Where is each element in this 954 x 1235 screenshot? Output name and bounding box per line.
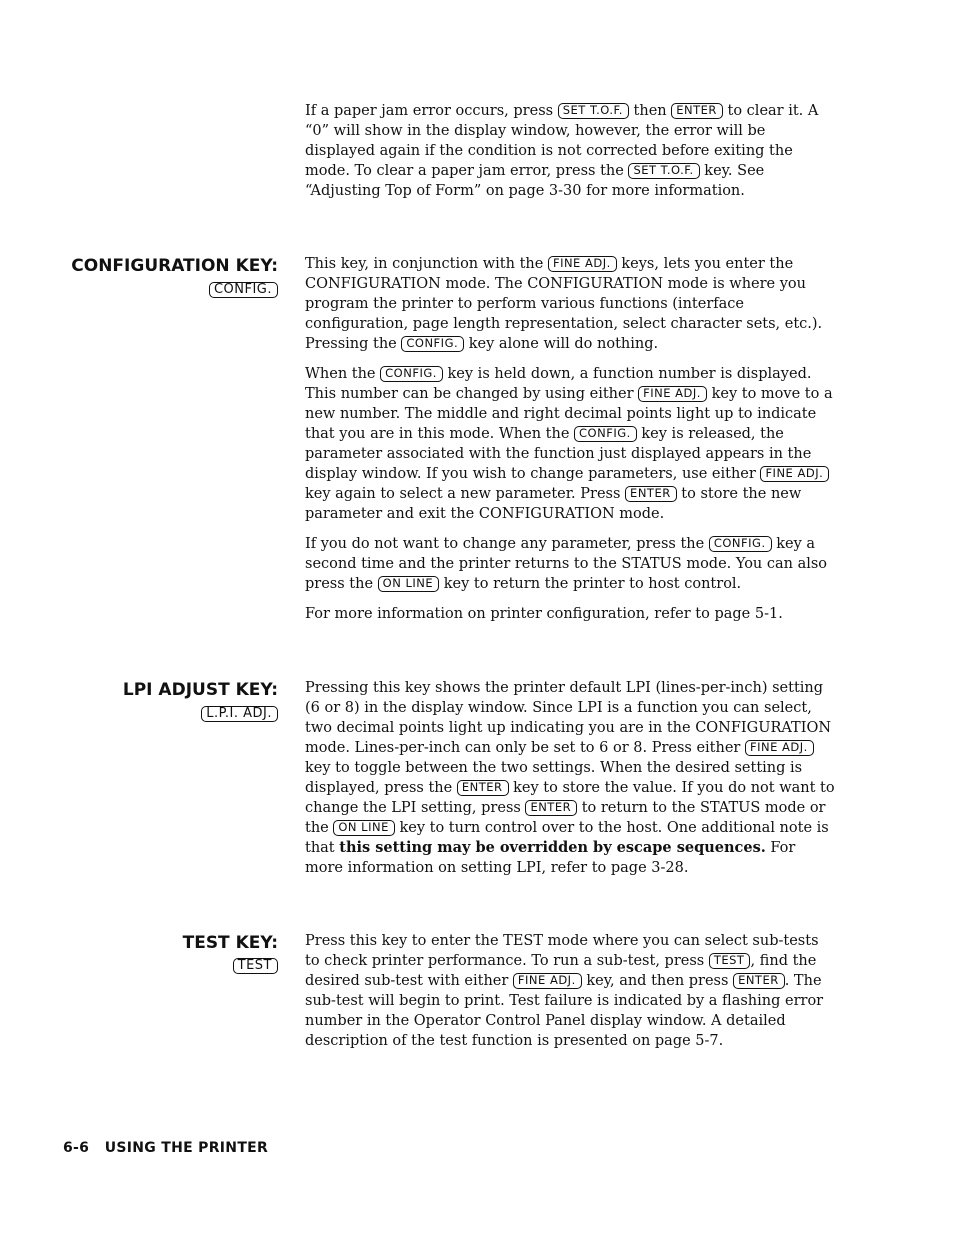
body-text: key to move to a new number. The middle and right decimal points light up to indicate that you are in this mode. When the: [305, 386, 833, 442]
set-tof-key: SET T.O.F.: [558, 103, 629, 119]
lpi-paragraph-1: [305, 678, 835, 878]
config-key: CONFIG.: [380, 366, 443, 382]
enter-key: ENTER: [457, 780, 509, 796]
config-paragraph-3: [305, 534, 835, 594]
body-text: key to turn control over to the host. One additional note is that: [305, 820, 829, 856]
fine-adj-key: FINE ADJ.: [760, 466, 829, 482]
enter-key: ENTER: [625, 486, 677, 502]
intro-paragraph: [305, 101, 835, 201]
config-paragraph-2: [305, 364, 835, 524]
body-text: keys, lets you enter the CONFIGURATION mode. The CONFIGURATION mode is where you program the printer to perform various functions (interface configuration, page length representation, select character sets, etc.). Pressing the: [305, 256, 823, 352]
body-text: . The sub-test will begin to print. Test failure is indicated by a flashing error number in the Operator Control Panel display window. A detailed description of the test function is presented on page 5-7.: [305, 973, 824, 1049]
body-text: key to store the value. If you do not want to change the LPI setting, press: [305, 780, 835, 816]
body-text: Pressing this key shows the printer default LPI (lines-per-inch) setting (6 or 8) in the display window. Since LPI is a function you can select, two decimal points light up indicating you are in the CONFIGURATION mode. Lines-per-inch can only be set to 6 or 8. Press either: [305, 680, 832, 756]
body-text: When the: [305, 366, 381, 382]
fine-adj-key: FINE ADJ.: [548, 256, 617, 272]
body-text: key. See “Adjusting Top of Form” on page 3-30 for more information.: [305, 163, 765, 199]
body-text: to clear it. A “0” will show in the display window, however, the error will be displayed again if the condition is not corrected before exiting the mode. To clear a paper jam error, press the: [305, 103, 819, 179]
page-footer: 6-6 USING THE PRINTER: [63, 1140, 269, 1156]
test-key-label: [233, 957, 278, 975]
bold-note: this setting may be overridden by escape sequences.: [339, 839, 766, 856]
config-key: CONFIG.: [574, 426, 637, 442]
body-text: key a second time and the printer returns to the STATUS mode. You can also press the: [305, 536, 828, 592]
test-paragraph-1: [305, 931, 835, 1051]
enter-key: ENTER: [671, 103, 723, 119]
fine-adj-key: FINE ADJ.: [638, 386, 707, 402]
body-text: key is held down, a function number is displayed. This number can be changed by using either: [305, 366, 812, 402]
section-heading-lpi: LPI ADJUST KEY:: [122, 680, 278, 700]
config-key-label: [209, 281, 278, 299]
body-text: key alone will do nothing.: [464, 336, 659, 352]
body-text: This key, in conjunction with the: [305, 256, 548, 272]
body-text: to store the new parameter and exit the CONFIGURATION mode.: [305, 486, 802, 522]
body-text: key is released, the parameter associated with the function just displayed appears in the display window. If you wish to change parameters, use either: [305, 426, 812, 482]
lpi-key-label: [201, 705, 278, 723]
set-tof-key: SET T.O.F.: [628, 163, 699, 179]
body-text: , find the desired sub-test with either: [305, 953, 817, 989]
section-heading-test: TEST KEY:: [182, 933, 278, 953]
config-key: CONFIG.: [209, 282, 278, 298]
body-text: key, and then press: [581, 973, 734, 989]
enter-key: ENTER: [733, 973, 785, 989]
on-line-key: ON LINE: [333, 820, 394, 836]
test-key: TEST: [233, 958, 278, 974]
on-line-key: ON LINE: [378, 576, 439, 592]
body-text: to return to the STATUS mode or the: [305, 800, 826, 836]
body-text: key to toggle between the two settings. When the desired setting is displayed, press the: [305, 760, 803, 796]
section-heading-configuration: CONFIGURATION KEY:: [71, 256, 278, 276]
fine-adj-key: FINE ADJ.: [745, 740, 814, 756]
config-paragraph-4: For more information on printer configuration, refer to page 5-1.: [305, 606, 783, 622]
body-text: Press this key to enter the TEST mode where you can select sub-tests to check printer performance. To run a sub-test, press: [305, 933, 819, 969]
lpi-adj-key: L.P.I. ADJ.: [201, 706, 278, 722]
test-key: TEST: [709, 953, 751, 969]
config-key: CONFIG.: [709, 536, 772, 552]
fine-adj-key: FINE ADJ.: [513, 973, 582, 989]
body-text: then: [628, 103, 672, 119]
body-text: For more information on setting LPI, refer to page 3-28.: [305, 840, 796, 876]
body-text: key to return the printer to host control.: [439, 576, 742, 592]
config-paragraph-1: [305, 254, 835, 354]
enter-key: ENTER: [525, 800, 577, 816]
body-text: key again to select a new parameter. Press: [305, 486, 626, 502]
body-text: If a paper jam error occurs, press: [305, 103, 558, 119]
body-text: If you do not want to change any parameter, press the: [305, 536, 709, 552]
config-key: CONFIG.: [401, 336, 464, 352]
